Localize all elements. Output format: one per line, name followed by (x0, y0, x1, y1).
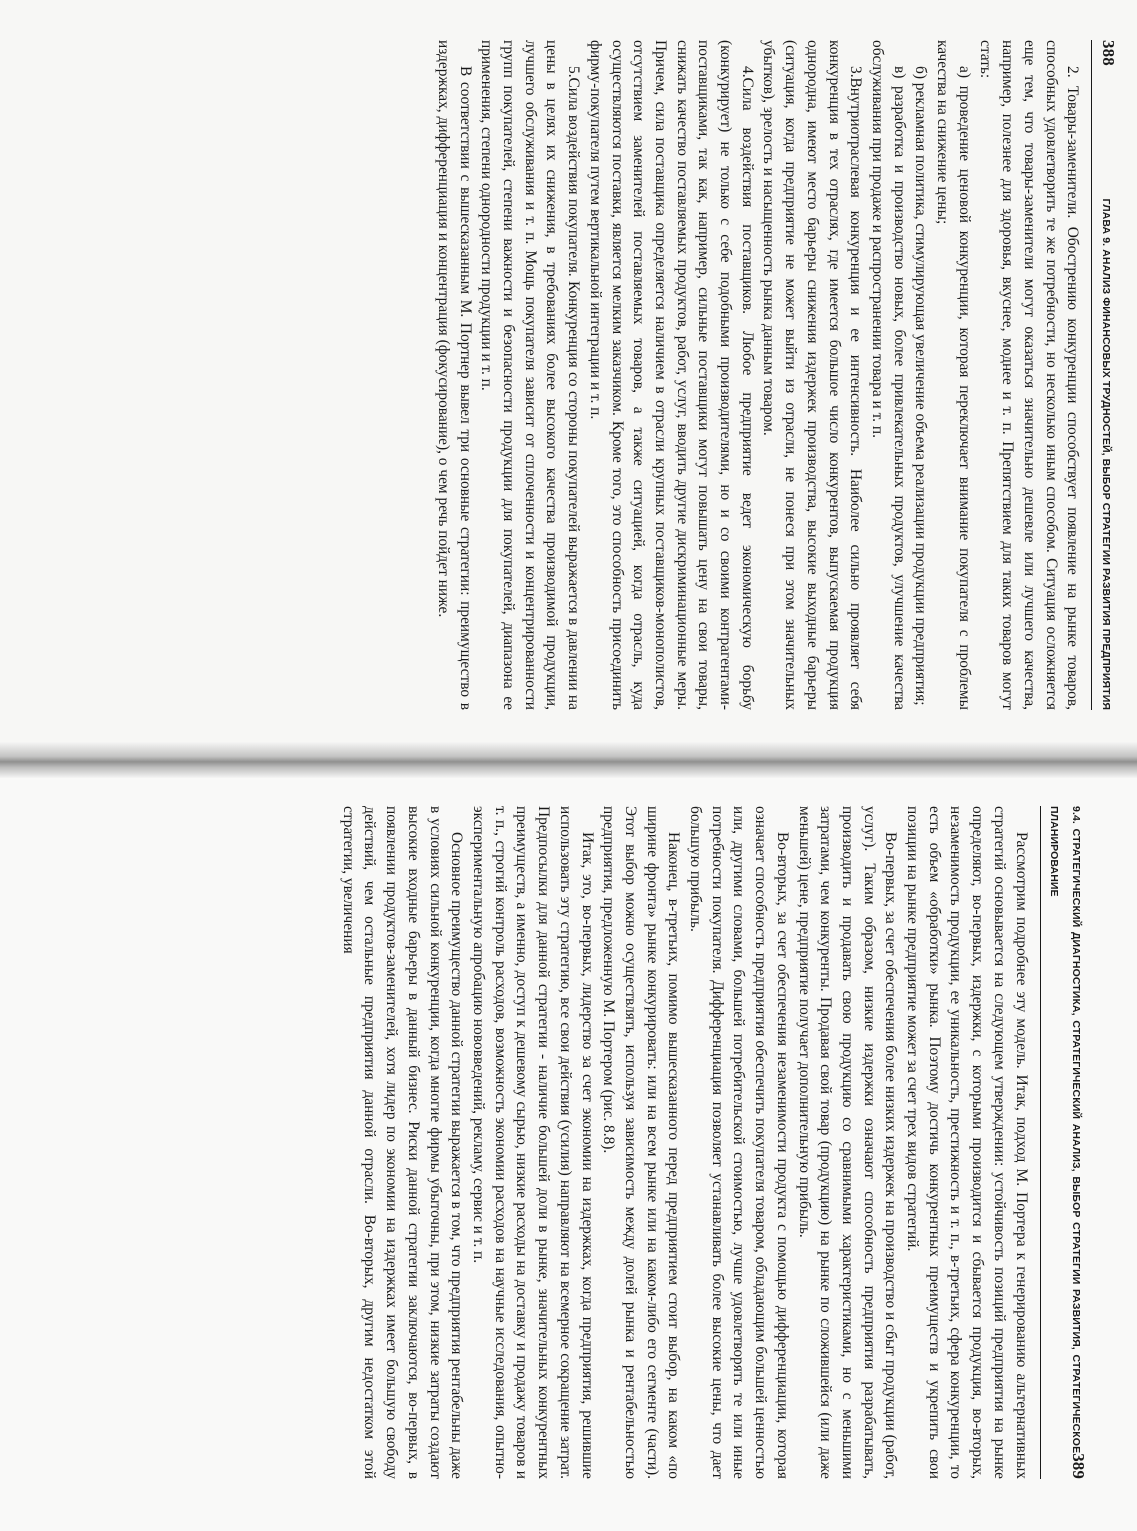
paragraph: б) рекламная политика, стимулирующая увеличение объема реализации продукции предприятия; (912, 66, 930, 706)
paragraph: 4.Сила воздействия поставщиков. Любое предприятие ведет экономическую борьбу (конкурирует) не только с себе подобными производителями, но и со своими контрагентами-поставщиками, так как, например, сильные поставщики могут повышать цену на свои товары, снижать качество поставляемых продуктов, работ, услуг, вводить другие дискриминационные меры. Причем, сила поставщика определяется наличием в отрасли крупных поставщиков-монополистов, отсутствием заменителей поставляемых товаров, а также ситуацией, когда отрасль, куда осуществляются поставки, является мелким заказчиком. Кроме того, это способность присоединить фирму-покупателя путем вертикальной интеграции и т. п. (586, 40, 756, 710)
paragraph: В соответствии с вышесказанным М. Портнер вывел три основные стратегии: преимущество в издержках, дифференциация и концентрация (фокусирование), о чем речь пойдет ниже. (434, 40, 474, 710)
paragraph: Во-вторых, за счет обеспечения незаменимости продукта с помощью дифференциации, которая означает способность предприятия обеспечить покупателя товаром, обладающим большей ценностью или, другими словами, большей потребительской стоимостью, лучше удовлетворять те или иные потребности покупателя. Дифференциация позволяет устанавливать более высокие цены, что дает большую прибыль. (687, 806, 791, 1479)
page-389-content (0, 760, 1137, 1531)
paragraph: 3.Внутриотраслевая конкуренция и ее интенсивность. Наиболее сильно проявляет себя конкуренция в тех отраслях, где имеется большое число конкурентов, выпускаемая продукция однородна, имеют место барьеры снижения издержек производства, высокие выходные барьеры (ситуация, когда предприятие не может выйти из отрасли, не понеся при этом значительных убытков), зрелость и насыщенность рынка данным товаром. (760, 40, 865, 710)
paragraph: Итак, это, во-первых, лидерство за счет экономии на издержках, когда предприятия, решившие использовать эту стратегию, все свои действия (усилия) направляют на всемерное сокращение затрат. Предпосылки для данной стратегии - наличие большей доли в рынке, значительных конкурентных преимуществ, а именно, доступ к дешевому сырью, низкие расходы на доставку и продажу товаров и т. п., строгий контроль расходов, возможность экономии расходов на научные исследования, опытно-экспериментальную апробацию нововведений, рекламу, сервис и т. п. (470, 806, 596, 1479)
paragraph: Основное преимущество данной стратегии выражается в том, что предприятия рентабельны даже в условиях сильной конкуренции, когда многие фирмы убыточны, при этом, низкие затраты создают высокие входные барьеры в данный бизнес. Риски данной стратегии заключаются, во-первых, в появлении продуктов-заменителей, хотя лидер по экономии на издержках имеет большую свободу действий, чем остальные предприятия данной отрасли. Во-вторых, другим недостатком этой стратегии, увеличения (339, 806, 466, 1479)
running-header-title: 9.4. СТРАТЕГИЧЕСКИЙ ДИАГНОСТИКА, СТРАТЕГИЧЕСКИЙ АНАЛИЗ, ВЫБОР СТРАТЕГИИ РАЗВИТИЯ, СТРАТЕГИЧЕСКОЕ ПЛАНИРОВАНИЕ (1048, 806, 1082, 1454)
paragraph: Наконец, в-третьих, помимо вышесказанного перед предприятием стоит выбор, на каком «по ширине фронта» рынке конкурировать: или на всем рынке или на каком-либо его сегменте (части). Этот выбор можно осуществлять, используя зависимость между долей рынка и рентабельностью предприятия, предложенную М. Портером (рис. 8.8). (600, 806, 683, 1479)
page-388 (0, 0, 1137, 760)
page-number: 388 (1099, 40, 1118, 66)
paragraph: в) разработка и производство новых, более привлекательных продуктов, улучшение качества обслуживания при продаже и распространении товара и т. п. (868, 40, 908, 710)
paragraph: Во-первых, за счет обеспечения более низких издержек на производство и сбыт продукции (работ, услуг). Таким образом, низкие издержки означают способность предприятия разрабатывать, производить и продавать свою продукцию со сравнимыми характеристиками, но с меньшими затратами, чем конкуренты. Продавая свой товар (продукцию) на рынке по сложившейся (или даже меньшей) цене, предприятие получает дополнительную прибыль. (795, 806, 900, 1479)
running-header (1040, 806, 1089, 1479)
paragraph: а) проведение ценовой конкуренции, которая переключает внимание покупателя с проблемы качества на снижение цены; (934, 40, 973, 710)
running-header (1091, 40, 1119, 710)
paragraph: 2. Товары-заменители. Обострению конкуренции способствует появление на рынке товаров, способных удовлетворить те же потребности, но несколько иным способом. Ситуация осложняется еще тем, что товары-заменители могут оказаться значительно дешевле или лучшего качества, например, полезнее для здоровья, вкуснее, моднее и т. п. Препятствием для таких товаров могут стать: (977, 40, 1082, 710)
paragraph: 5.Сила воздействия покупателя. Конкуренция со стороны покупателей выражается в давлении на цены в целях их снижения, в требованиях более высокого качества производимой продукции, лучшего обслуживания и т. п. Мощь покупателя зависит от сплоченности и концентрированности групп покупателей, степени важности и безопасности продукции для покупателей, диапазона ее применения, степени однородности продукции и т. п. (478, 40, 583, 710)
running-header-title: ГЛАВА 9. АНАЛИЗ ФИНАНСОВЫХ ТРУДНОСТЕЙ, ВЫБОР СТРАТЕГИИ РАЗВИТИЯ ПРЕДПРИЯТИЯ (1100, 198, 1112, 710)
page-388-content (0, 0, 1137, 760)
page-number: 389 (1069, 1453, 1088, 1479)
paragraph: Рассмотрим подробнее эту модель. Итак, подход М. Портера к генерированию альтернативных стратегий основывается на следующем утверждении: устойчивость позиций предприятия на рынке определяют, во-первых, издержки, с которыми производится и сбывается продукция, во-вторых, незаменимость продукции, ее уникальность, престижность и т. п., в-третьих, сфера конкуренции, то есть объем «обработки» рынка. Поэтому достичь конкурентных преимуществ и укрепить свои позиции на рынке предприятие может за счет трех видов стратегий. (904, 806, 1030, 1479)
page-389 (0, 760, 1137, 1531)
book-spine-shadow (0, 742, 1137, 778)
